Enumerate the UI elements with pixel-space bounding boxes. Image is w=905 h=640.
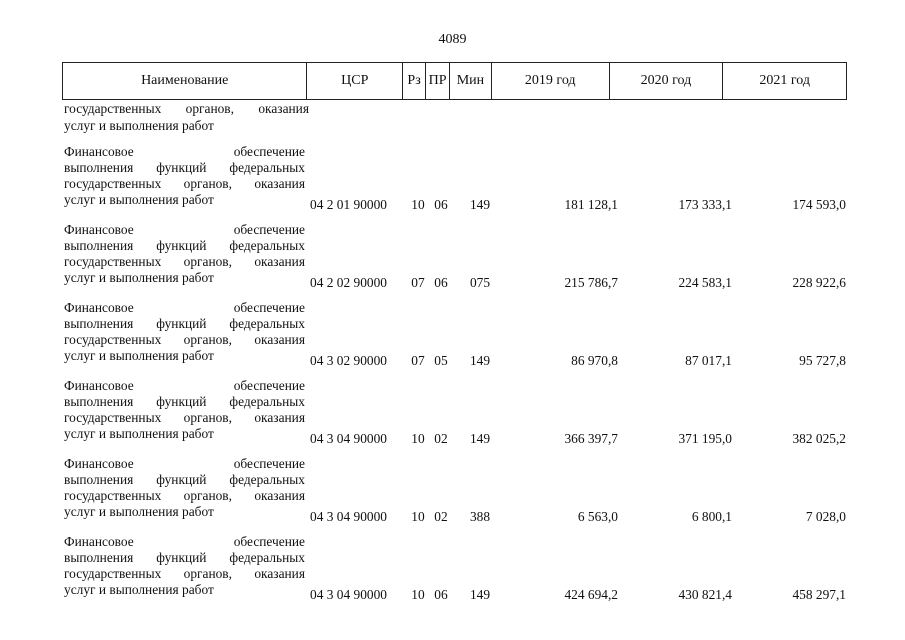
table-row <box>0 144 905 222</box>
cell-csr: 04 3 02 90000 <box>310 353 387 368</box>
page-number: 4089 <box>438 32 467 47</box>
table-row <box>0 222 905 300</box>
cell-2021: 228 922,6 <box>792 275 846 290</box>
table-row <box>0 300 905 378</box>
name-line: выполнения функций федеральных <box>64 160 305 175</box>
name-line: государственных органов, оказания <box>64 332 305 347</box>
cell-pr: 02 <box>434 509 448 524</box>
name-line: выполнения функций федеральных <box>64 472 305 487</box>
cell-min: 388 <box>469 509 491 524</box>
name-line: услуг и выполнения работ <box>64 192 214 207</box>
name-line: государственных органов, оказания <box>64 254 305 269</box>
cell-2020: 87 017,1 <box>685 353 732 368</box>
cell-min: 149 <box>469 431 491 446</box>
name-line: Финансовое обеспечение <box>64 222 305 237</box>
header-csr: ЦСР <box>307 63 403 99</box>
cell-pr: 06 <box>434 197 448 212</box>
name-line: государственных органов, оказания <box>64 566 305 581</box>
name-line: выполнения функций федеральных <box>64 238 305 253</box>
cell-min: 149 <box>469 353 491 368</box>
name-line: Финансовое обеспечение <box>64 378 305 393</box>
cell-2021: 458 297,1 <box>792 587 846 602</box>
name-line: услуг и выполнения работ <box>64 426 214 441</box>
cell-csr: 04 2 02 90000 <box>310 275 387 290</box>
header-name: Наименование <box>63 63 307 99</box>
name-line: выполнения функций федеральных <box>64 550 305 565</box>
cell-csr: 04 3 04 90000 <box>310 509 387 524</box>
table-header <box>62 62 847 100</box>
header-2020: 2020 год <box>610 63 724 99</box>
cell-min: 149 <box>469 197 491 212</box>
header-pr: ПР <box>426 63 450 99</box>
continued-line: государственных органов, оказания <box>64 101 309 116</box>
row-name <box>64 300 305 364</box>
cell-2021: 174 593,0 <box>792 197 846 212</box>
name-line: Финансовое обеспечение <box>64 144 305 159</box>
header-2021: 2021 год <box>759 73 810 88</box>
cell-rz: 10 <box>411 431 425 446</box>
name-line: Финансовое обеспечение <box>64 300 305 315</box>
cell-csr: 04 2 01 90000 <box>310 197 387 212</box>
cell-pr: 02 <box>434 431 448 446</box>
cell-rz: 07 <box>411 353 425 368</box>
name-line: услуг и выполнения работ <box>64 270 214 285</box>
cell-pr: 06 <box>434 275 448 290</box>
row-name <box>64 144 305 208</box>
cell-2019: 86 970,8 <box>571 353 618 368</box>
row-name <box>64 222 305 286</box>
cell-2020: 371 195,0 <box>678 431 732 446</box>
name-line: государственных органов, оказания <box>64 410 305 425</box>
continued-line: услуг и выполнения работ <box>64 118 214 133</box>
cell-2019: 6 563,0 <box>577 509 618 524</box>
cell-rz: 10 <box>411 509 425 524</box>
cell-pr: 06 <box>434 587 448 602</box>
cell-rz: 10 <box>411 587 425 602</box>
row-name <box>64 534 305 598</box>
name-line: выполнения функций федеральных <box>64 316 305 331</box>
header-2019: 2019 год <box>492 63 610 99</box>
name-line: услуг и выполнения работ <box>64 582 214 597</box>
row-name <box>64 456 305 520</box>
cell-2019: 424 694,2 <box>564 587 618 602</box>
table-row <box>0 534 905 612</box>
cell-2019: 215 786,7 <box>564 275 618 290</box>
cell-csr: 04 3 04 90000 <box>310 431 387 446</box>
cell-min: 149 <box>469 587 491 602</box>
cell-csr: 04 3 04 90000 <box>310 587 387 602</box>
cell-2021: 7 028,0 <box>805 509 846 524</box>
cell-2021: 382 025,2 <box>792 431 846 446</box>
name-line: услуг и выполнения работ <box>64 504 214 519</box>
name-line: услуг и выполнения работ <box>64 348 214 363</box>
cell-2020: 6 800,1 <box>691 509 732 524</box>
cell-2019: 181 128,1 <box>564 197 618 212</box>
cell-2020: 430 821,4 <box>678 587 732 602</box>
name-line: выполнения функций федеральных <box>64 394 305 409</box>
cell-2020: 224 583,1 <box>678 275 732 290</box>
cell-2019: 366 397,7 <box>564 431 618 446</box>
name-line: Финансовое обеспечение <box>64 456 305 471</box>
table-row <box>0 378 905 456</box>
continued-row <box>64 100 309 134</box>
row-name <box>64 378 305 442</box>
cell-pr: 05 <box>434 353 448 368</box>
name-line: государственных органов, оказания <box>64 488 305 503</box>
name-line: Финансовое обеспечение <box>64 534 305 549</box>
cell-2020: 173 333,1 <box>678 197 732 212</box>
header-min: Мин <box>450 63 492 99</box>
cell-min: 075 <box>469 275 491 290</box>
table-row <box>0 456 905 534</box>
name-line: государственных органов, оказания <box>64 176 305 191</box>
header-rz: Рз <box>403 63 426 99</box>
cell-rz: 10 <box>411 197 425 212</box>
cell-rz: 07 <box>411 275 425 290</box>
cell-2021: 95 727,8 <box>799 353 846 368</box>
